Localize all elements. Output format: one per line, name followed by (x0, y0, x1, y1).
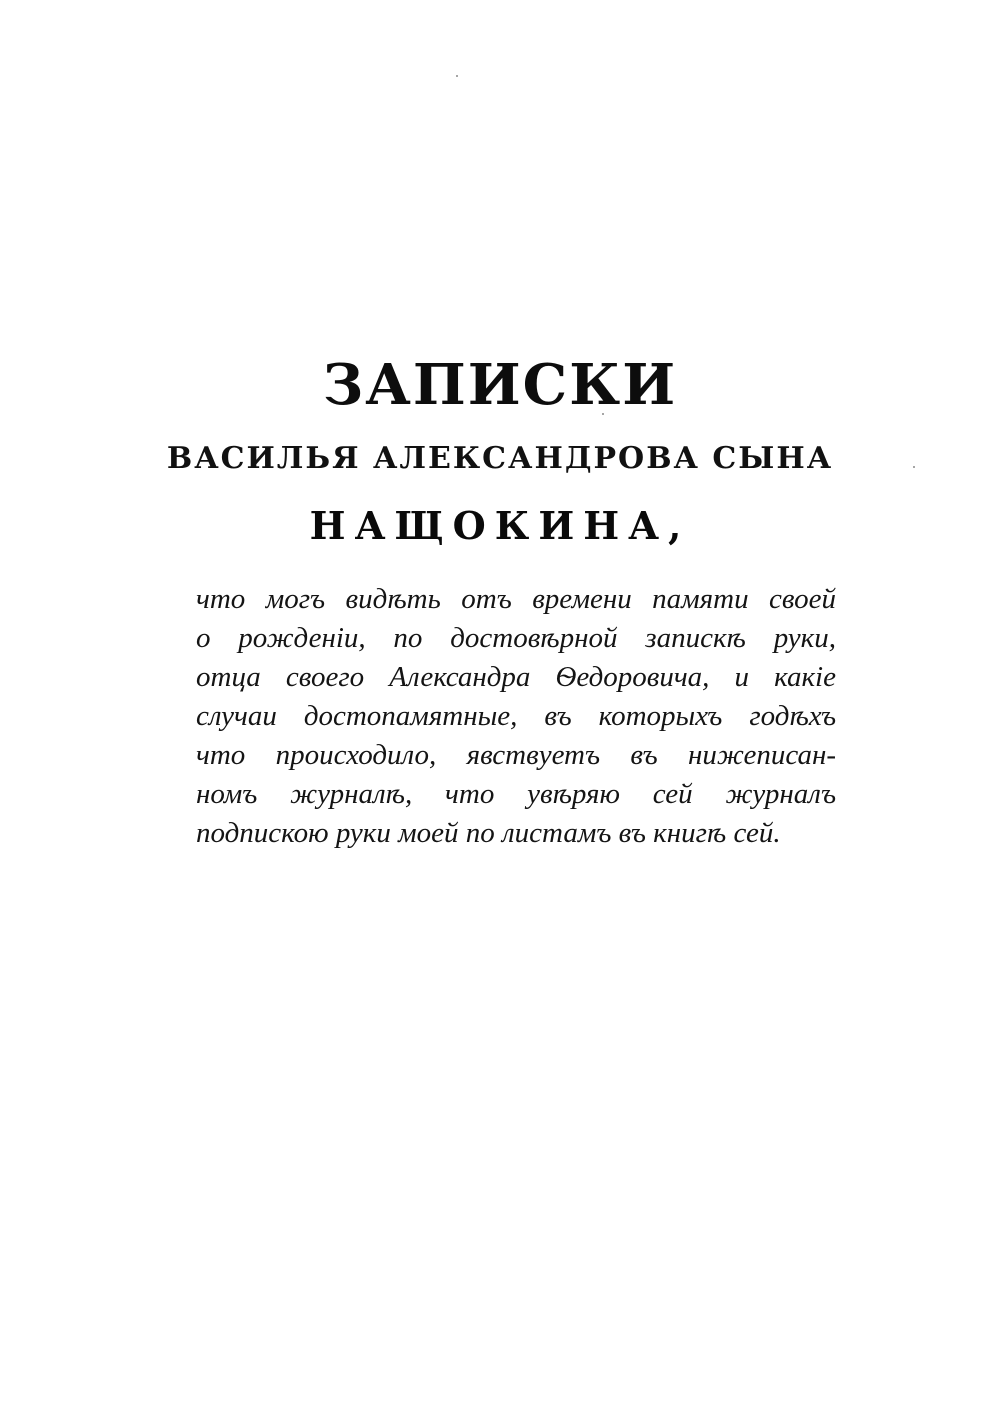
page-subtitle: ВАСИЛЬЯ АЛЕКСАНДРОВА СЫНА (166, 441, 834, 476)
title-description (196, 580, 836, 853)
page-title: ЗАПИСКИ (322, 352, 678, 418)
description-line: номъ журналѣ, что увѣряю сей журналъ (196, 778, 836, 810)
paper-speck (456, 75, 458, 77)
description-line: подпискою руки моей по листамъ въ книгѣ сей. (196, 817, 781, 849)
description-line: случаи достопамятные, въ которыхъ годѣхъ (196, 700, 836, 732)
author-name: НАЩОКИНА, (309, 503, 691, 548)
description-line: что могъ видѣть отъ времени памяти своей (196, 583, 836, 615)
description-line: что происходило, явствуетъ въ нижеписан- (196, 739, 836, 771)
description-line: о рожденіи, по достовѣрной запискѣ руки, (196, 622, 836, 654)
description-line: отца своего Александра Ѳедоровича, и какіе (196, 661, 836, 693)
